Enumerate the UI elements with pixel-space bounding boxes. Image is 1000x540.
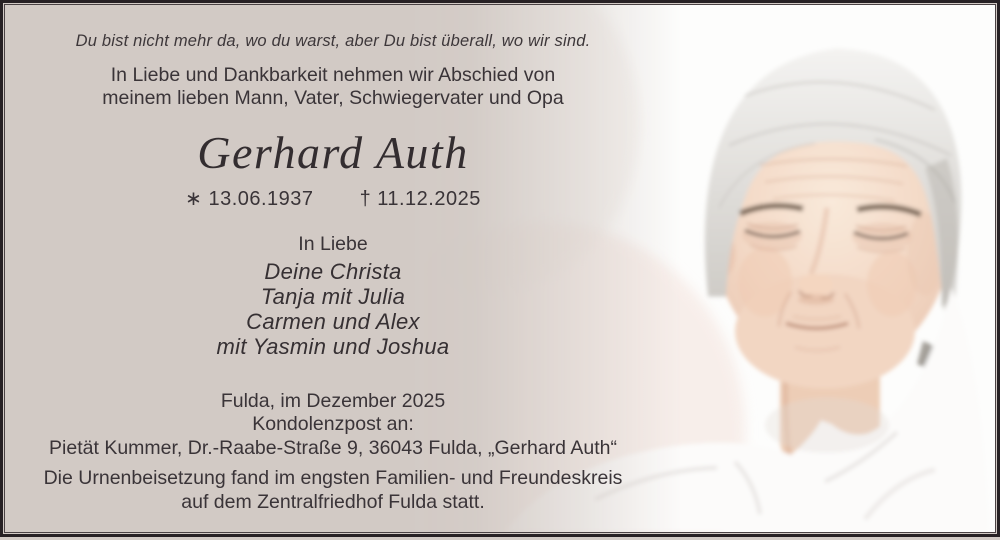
condolence-address: Pietät Kummer, Dr.-Raabe-Straße 9, 36043 Fulda, „Gerhard Auth“	[49, 437, 617, 459]
closing-text	[3, 467, 663, 514]
birth-date: ∗ 13.06.1937	[185, 188, 314, 210]
closing-line-1: Die Urnenbeisetzung fand im engsten Familien- und Freundeskreis	[43, 467, 623, 489]
introduction-line-2: meinem lieben Mann, Vater, Schwiegervater und Opa	[102, 87, 564, 109]
family-member: Carmen und Alex	[246, 309, 420, 334]
family-member: Deine Christa	[264, 259, 402, 284]
deceased-name: Gerhard Auth	[197, 127, 469, 178]
introduction-text	[3, 64, 663, 110]
condolence-label: Kondolenzpost an:	[252, 413, 414, 435]
introduction-line-1: In Liebe und Dankbarkeit nehmen wir Abschied von	[110, 64, 556, 86]
death-date: † 11.12.2025	[359, 188, 481, 210]
obituary-text-column	[3, 3, 663, 540]
memorial-quote: Du bist nicht mehr da, wo du warst, aber Du bist überall, wo wir sind.	[75, 32, 591, 50]
place-date-line: Fulda, im Dezember 2025	[220, 390, 446, 412]
family-names	[3, 259, 663, 359]
life-dates	[3, 186, 663, 211]
family-member: mit Yasmin und Joshua	[216, 334, 450, 359]
salutation: In Liebe	[298, 233, 368, 255]
family-member: Tanja mit Julia	[260, 284, 406, 309]
closing-line-2: auf dem Zentralfriedhof Fulda statt.	[181, 490, 485, 513]
